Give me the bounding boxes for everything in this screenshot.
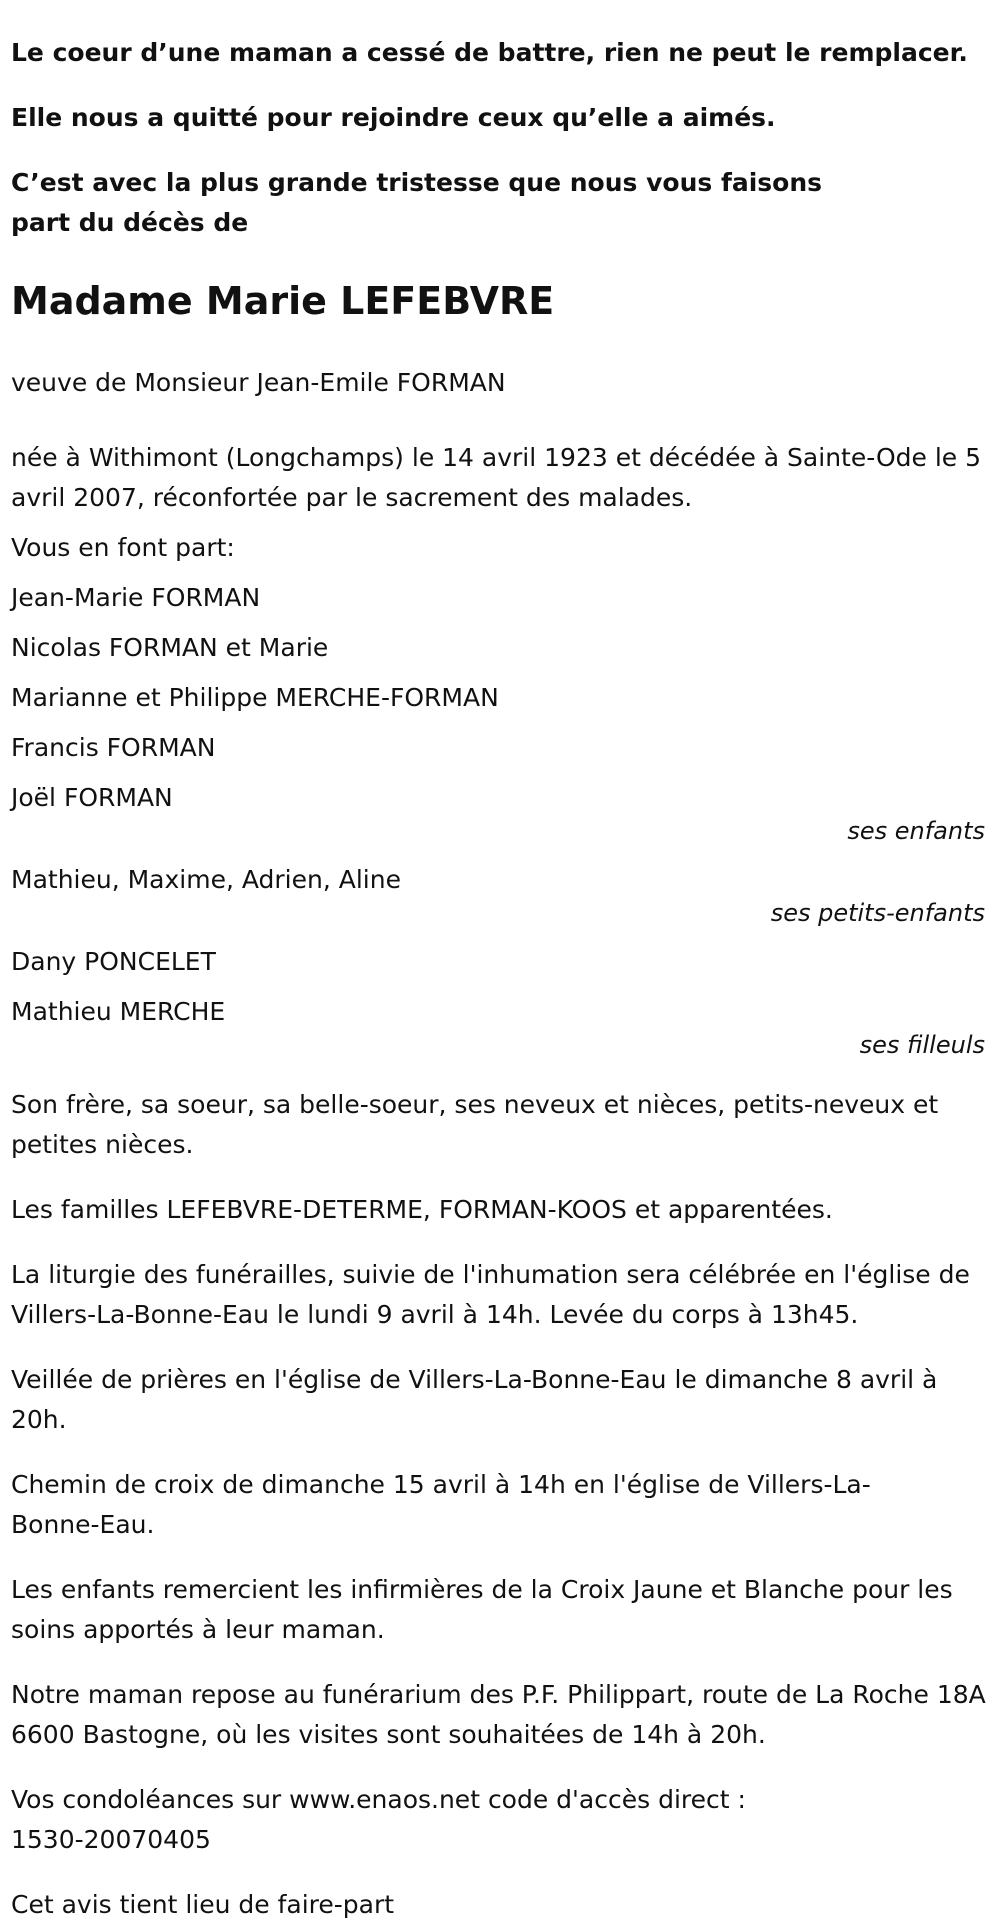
intro-line-1: Le coeur d’une maman a cessé de battre, rien ne peut le remplacer. xyxy=(11,38,968,67)
thanks-paragraph: Les enfants remercient les infirmières de la Croix Jaune et Blanche pour les soins apportés à leur maman. xyxy=(11,1575,953,1644)
notice-paragraph: Cet avis tient lieu de faire-part xyxy=(11,1890,395,1919)
child-item: Nicolas FORMAN et Marie xyxy=(11,633,329,662)
vigil-paragraph: Veillée de prières en l'église de Villers-La-Bonne-Eau le dimanche 8 avril à 20h. xyxy=(11,1365,938,1434)
children-list xyxy=(11,578,989,818)
grandchildren-role: ses petits-enfants xyxy=(770,899,985,927)
godchildren-role: ses filleuls xyxy=(859,1031,985,1059)
cross-paragraph: Chemin de croix de dimanche 15 avril à 14h en l'église de Villers-La-Bonne-Eau. xyxy=(11,1470,871,1539)
deceased-name: Madame Marie LEFEBVRE xyxy=(11,279,555,323)
child-item: Marianne et Philippe MERCHE-FORMAN xyxy=(11,683,499,712)
children-role: ses enfants xyxy=(847,817,985,845)
child-item: Joël FORMAN xyxy=(11,783,173,812)
announce-intro: Vous en font part: xyxy=(11,533,235,562)
funeral-paragraph: La liturgie des funérailles, suivie de l'inhumation sera célébrée en l'église de Villers-La-Bonne-Eau le lundi 9 avril à 14h. Levée du corps à 13h45. xyxy=(11,1260,970,1329)
godchild-item: Mathieu MERCHE xyxy=(11,997,226,1026)
funerarium-paragraph: Notre maman repose au funérarium des P.F. Philippart, route de La Roche 18A 6600 Bastogne, où les visites sont souhaitées de 14h à 20h. xyxy=(11,1680,986,1749)
child-item: Francis FORMAN xyxy=(11,733,216,762)
intro-line-3: C’est avec la plus grande tristesse que nous vous faisons part du décès de xyxy=(11,168,822,237)
godchild-item: Dany PONCELET xyxy=(11,947,216,976)
families-paragraph: Les familles LEFEBVRE-DETERME, FORMAN-KOOS et apparentées. xyxy=(11,1195,833,1224)
intro-line-2: Elle nous a quitté pour rejoindre ceux qu’elle a aimés. xyxy=(11,103,776,132)
birth-death: née à Withimont (Longchamps) le 14 avril 1923 et décédée à Sainte-Ode le 5 avril 2007, réconfortée par le sacrement des malades. xyxy=(11,443,981,512)
grandchildren: Mathieu, Maxime, Adrien, Aline xyxy=(11,865,401,894)
widow-of: veuve de Monsieur Jean-Emile FORMAN xyxy=(11,368,506,397)
condolences-paragraph: Vos condoléances sur www.enaos.net code d'accès direct : 1530-20070405 xyxy=(11,1785,746,1854)
relatives-paragraph: Son frère, sa soeur, sa belle-soeur, ses neveux et nièces, petits-neveux et petites nièces. xyxy=(11,1090,939,1159)
child-item: Jean-Marie FORMAN xyxy=(11,583,261,612)
godchildren-list xyxy=(11,942,989,1032)
